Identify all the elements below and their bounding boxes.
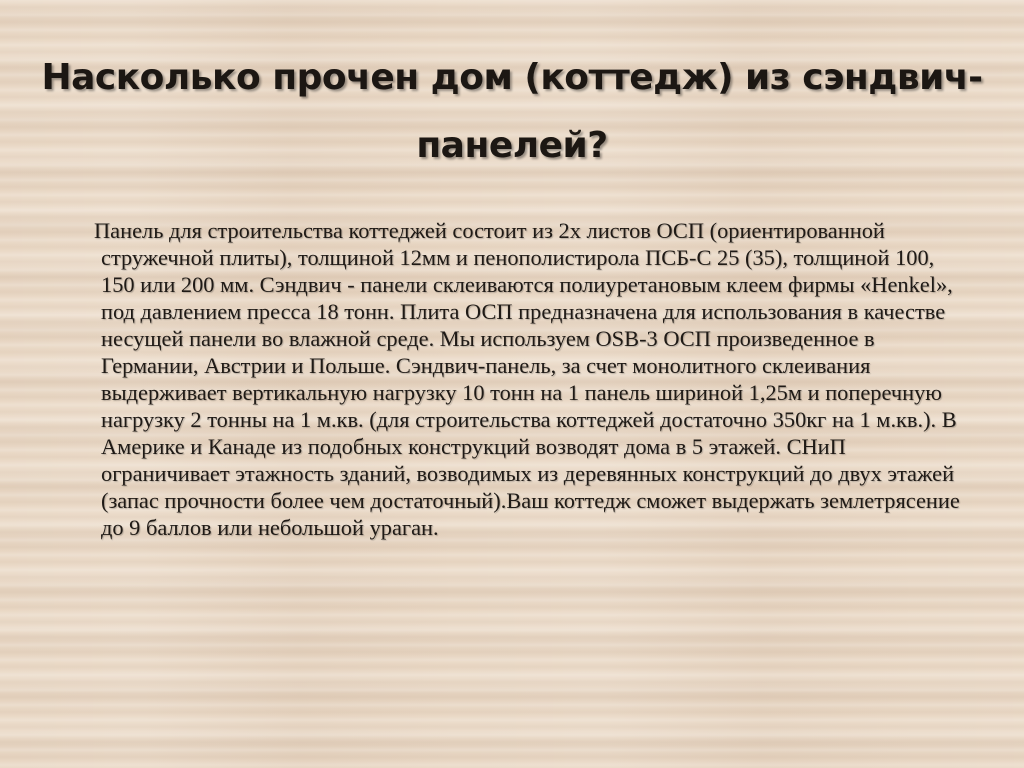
slide-title: Насколько прочен дом (коттедж) из сэндвич-панелей?	[41, 57, 983, 166]
slide-body-text: Панель для строительства коттеджей состоит из 2х листов ОСП (ориентированной стружечной плиты), толщиной 12мм и пенополистирола ПСБ-С 25 (35), толщиной 100, 150 или 200 мм. Сэндвич - панели склеиваются полиуретановым клеем фирмы «Henkel», под давлением пресса 18 тонн. Плита ОСП предназначена для использования в качестве несущей панели во влажной среде. Мы используем OSB-3 ОСП произведенное в Германии, Австрии и Польше. Сэндвич-панель, за счет монолитного склеивания выдерживает вертикальную нагрузку 10 тонн на 1 панель шириной 1,25м и поперечную нагрузку 2 тонны на 1 м.кв. (для строительства коттеджей достаточно 350кг на 1 м.кв.). В Америке и Канаде из подобных конструкций возводят дома в 5 этажей. СНиП ограничивает этажность зданий, возводимых из деревянных конструкций до двух этажей (запас прочности более чем достаточный).Ваш коттедж сможет выдержать землетрясение до 9 баллов или небольшой ураган.	[94, 218, 960, 540]
